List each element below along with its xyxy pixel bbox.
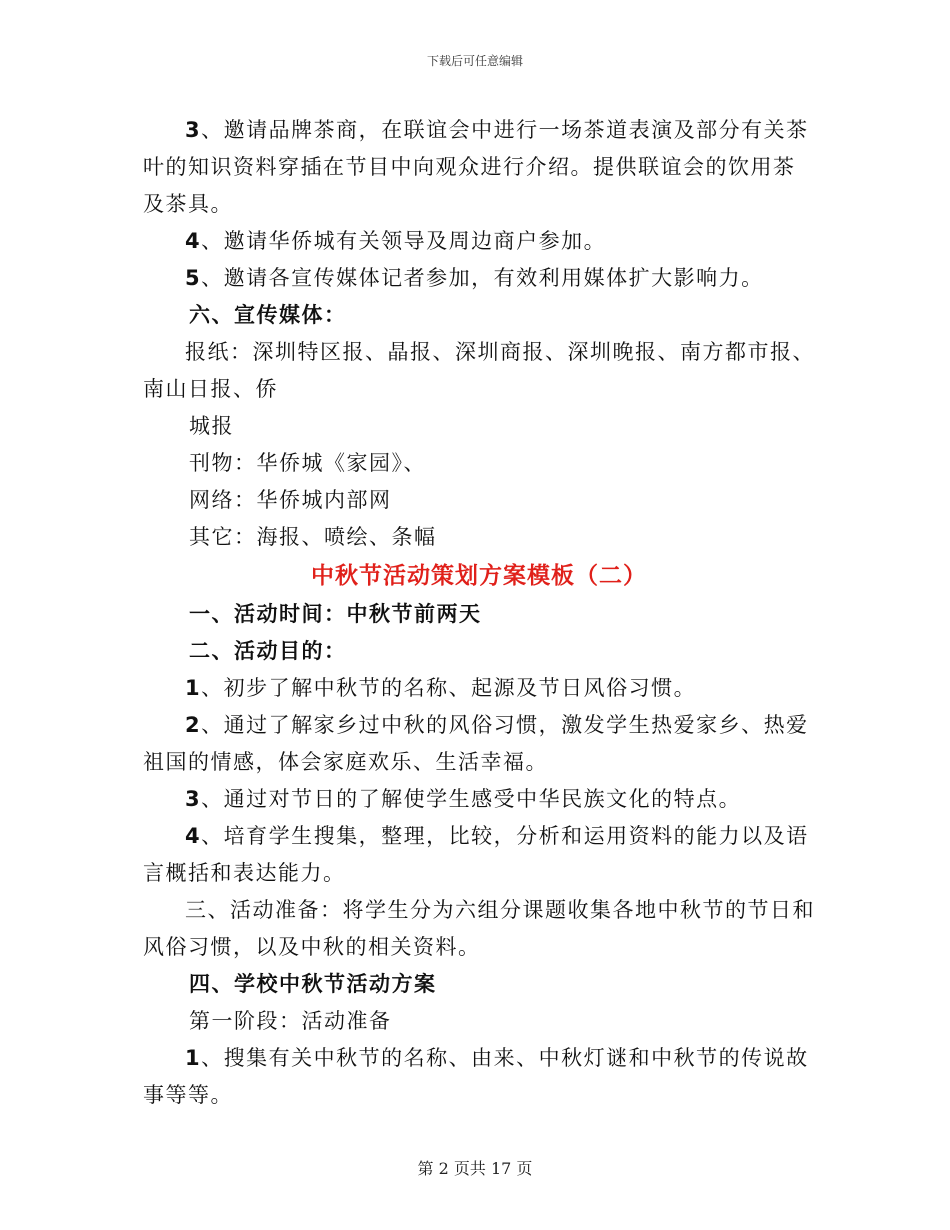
item-text: 、培育学生搜集，整理，比较，分析和运用资料的能力以及语言概括和表达能力。 [143, 824, 809, 885]
item-text: 、邀请品牌茶商，在联谊会中进行一场茶道表演及部分有关茶叶的知识资料穿插在节目中向观众进行介绍。提供联谊会的饮用茶及茶具。 [143, 118, 809, 216]
item-text: 、通过对节日的了解使学生感受中华民族文化的特点。 [201, 787, 742, 811]
item-number: 2 [185, 713, 202, 737]
paragraph-item-3 [143, 112, 815, 223]
goal-heading: 二、活动目的： [189, 639, 347, 663]
item-number: 4 [185, 824, 202, 848]
plan-heading: 四、学校中秋节活动方案 [189, 972, 437, 996]
item-number: 3 [185, 118, 202, 142]
goal-item-4 [143, 818, 815, 892]
document-body [143, 112, 815, 1114]
goal-item-1 [143, 670, 815, 707]
item-text: 、通过了解家乡过中秋的风俗习惯，激发学生热爱家乡、热爱祖国的情感，体会家庭欢乐、生活幸福。 [143, 713, 809, 774]
document-title: 中秋节活动策划方案模板（二） [311, 563, 647, 589]
paragraph-item-5 [143, 260, 815, 297]
media-other: 其它：海报、喷绘、条幅 [189, 525, 437, 549]
item-number: 1 [185, 676, 202, 700]
item-text: 、邀请华侨城有关领导及周边商户参加。 [201, 229, 607, 253]
item-number: 5 [185, 266, 202, 290]
goal-item-3 [143, 781, 815, 818]
item-number: 3 [185, 787, 202, 811]
media-newspaper: 报纸：深圳特区报、晶报、深圳商报、深圳晚报、南方都市报、南山日报、侨 [143, 340, 815, 401]
item-number: 4 [185, 229, 202, 253]
item-text: 、邀请各宣传媒体记者参加，有效利用媒体扩大影响力。 [201, 266, 764, 290]
activity-time: 一、活动时间：中秋节前两天 [189, 602, 482, 626]
item-text: 、初步了解中秋节的名称、起源及节日风俗习惯。 [201, 676, 697, 700]
item-number: 1 [185, 1046, 202, 1070]
stage-1-item-1 [143, 1040, 815, 1114]
item-text: 、搜集有关中秋节的名称、由来、中秋灯谜和中秋节的传说故事等等。 [143, 1046, 809, 1107]
media-magazine: 刊物：华侨城《家园》、 [189, 451, 426, 475]
goal-item-2 [143, 707, 815, 781]
media-network: 网络：华侨城内部网 [189, 488, 392, 512]
section-heading-media: 六、宣传媒体： [189, 303, 347, 327]
stage-1-heading: 第一阶段：活动准备 [189, 1009, 392, 1033]
media-newspaper-cont: 城报 [189, 414, 234, 438]
page-footer: 第 2 页共 17 页 [417, 1159, 533, 1178]
paragraph-item-4 [143, 223, 815, 260]
activity-prep: 三、活动准备：将学生分为六组分课题收集各地中秋节的节日和风俗习惯，以及中秋的相关资料。 [143, 898, 815, 959]
page-header: 下载后可任意编辑 [426, 54, 523, 68]
